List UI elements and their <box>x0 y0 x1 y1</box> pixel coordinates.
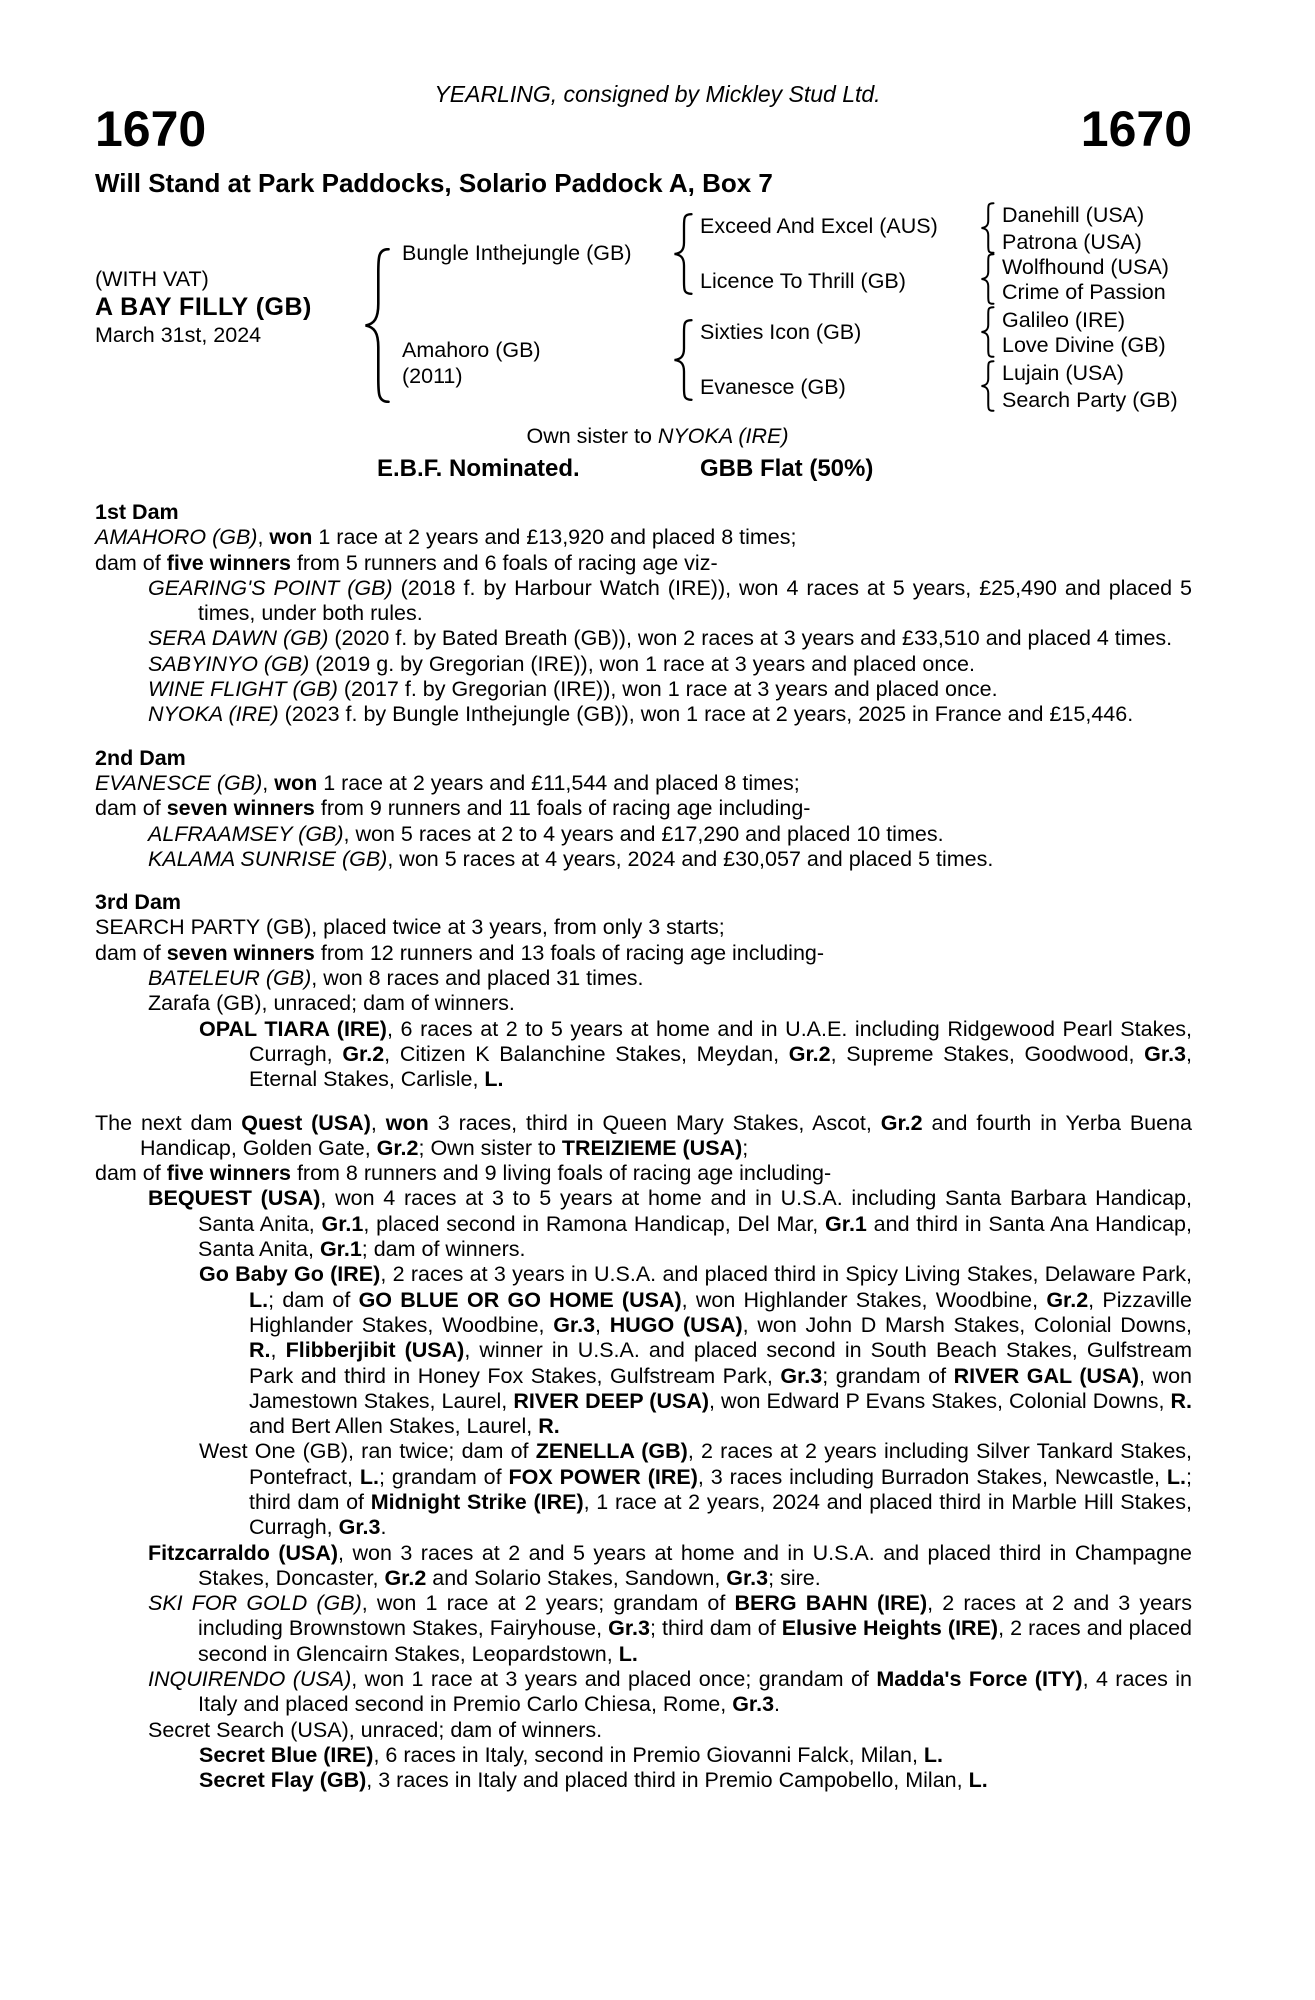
pedigree-paragraph: WINE FLIGHT (GB) (2017 f. by Gregorian (IRE)), won 1 race at 3 years and placed once. <box>148 677 998 702</box>
great-grandparent-brace-2 <box>980 253 995 305</box>
tree-grandsire-maternal: Sixties Icon (GB) <box>700 320 862 344</box>
pedigree-paragraph: dam of seven winners from 9 runners and 11 foals of racing age including- <box>95 796 811 821</box>
tree-dam <box>402 337 541 389</box>
dam-section-heading: 1st Dam <box>95 500 179 524</box>
pedigree-paragraph: SABYINYO (GB) (2019 g. by Gregorian (IRE)), won 1 race at 3 years and placed once. <box>148 651 975 676</box>
own-sister-name: NYOKA (IRE) <box>657 424 789 448</box>
tree-great-grandparent-5: Galileo (IRE) <box>1002 308 1126 332</box>
pedigree-paragraph: dam of five winners from 5 runners and 6 foals of racing age viz- <box>95 550 718 575</box>
pedigree-paragraph: NYOKA (IRE) (2023 f. by Bungle Inthejungle (GB)), won 1 race at 2 years, 2025 in France and £15,446. <box>148 702 1134 727</box>
pedigree-paragraph: Secret Search (USA), unraced; dam of winners. <box>148 1717 603 1742</box>
subject-name: A BAY FILLY (GB) <box>95 293 312 321</box>
tree-great-grandparent-8: Search Party (GB) <box>1002 388 1178 412</box>
tree-great-grandparent-3: Wolfhound (USA) <box>1002 255 1169 279</box>
tree-great-grandparent-6: Love Divine (GB) <box>1002 333 1166 357</box>
pedigree-paragraph: Go Baby Go (IRE), 2 races at 3 years in U.S.A. and placed third in Spicy Living Stakes, Delaware Park, L.; dam of GO BLUE OR GO HOME (USA), won Highlander Stakes, Woodbine, Gr.2, Pizzaville Highlander Stakes, Woodbine, Gr.3, HUGO (USA), won John D Marsh Stakes, Colonial Downs, R., Flibberjibit (USA), winner in U.S.A. and placed second in South Beach Stakes, Gulfstream Park and third in Honey Fox Stakes, Gulfstream Park, Gr.3; grandam of RIVER GAL (USA), won Jamestown Stakes, Laurel, RIVER DEEP (USA), won Edward P Evans Stakes, Colonial Downs, R. and Bert Allen Stakes, Laurel, R. <box>199 1262 1193 1439</box>
pedigree-paragraph: BEQUEST (USA), won 4 races at 3 to 5 years at home and in U.S.A. including Santa Barbara Handicap, Santa Anita, Gr.1, placed second in Ramona Handicap, Del Mar, Gr.1 and third in Santa Ana Handicap, Santa Anita, Gr.1; dam of winners. <box>148 1186 1192 1262</box>
pedigree-paragraph: West One (GB), ran twice; dam of ZENELLA (GB), 2 races at 2 years including Silver Tankard Stakes, Pontefract, L.; grandam of FOX POWER (IRE), 3 races including Burradon Stakes, Newcastle, L.; third dam of Midnight Strike (IRE), 1 race at 2 years, 2024 and placed third in Marble Hill Stakes, Curragh, Gr.3. <box>199 1439 1193 1540</box>
pedigree-paragraph: BATELEUR (GB), won 8 races and placed 31 times. <box>148 966 644 991</box>
pedigree-paragraph: AMAHORO (GB), won 1 race at 2 years and £13,920 and placed 8 times; <box>95 525 797 550</box>
tree-sire: Bungle Inthejungle (GB) <box>402 241 632 265</box>
pedigree-paragraph: EVANESCE (GB), won 1 race at 2 years and £11,544 and placed 8 times; <box>95 770 800 795</box>
tree-great-grandparent-1: Danehill (USA) <box>1002 203 1145 227</box>
pedigree-paragraph: OPAL TIARA (IRE), 6 races at 2 to 5 years at home and in U.A.E. including Ridgewood Pearl Stakes, Curragh, Gr.2, Citizen K Balanchine Stakes, Meydan, Gr.2, Supreme Stakes, Goodwood, Gr.3, Eternal Stakes, Carlisle, L. <box>199 1016 1192 1092</box>
lot-number-left: 1670 <box>95 101 207 157</box>
pedigree-paragraph: GEARING'S POINT (GB) (2018 f. by Harbour Watch (IRE)), won 4 races at 5 years, £25,490 and placed 5 times, under both rules. <box>148 575 1192 626</box>
great-grandparent-brace-4 <box>980 360 995 412</box>
pedigree-paragraph: SKI FOR GOLD (GB), won 1 race at 2 years; grandam of BERG BAHN (IRE), 2 races at 2 and 3 years including Brownstown Stakes, Fairyhouse, Gr.3; third dam of Elusive Heights (IRE), 2 races and placed second in Glencairn Stakes, Leopardstown, L. <box>148 1591 1192 1666</box>
great-grandparent-brace-1 <box>980 202 995 254</box>
tree-great-grandparent-7: Lujain (USA) <box>1002 361 1124 385</box>
pedigree-paragraph: KALAMA SUNRISE (GB), won 5 races at 4 years, 2024 and £30,057 and placed 5 times. <box>148 846 994 871</box>
vat-note: (WITH VAT) <box>95 267 209 291</box>
pedigree-paragraph: SERA DAWN (GB) (2020 f. by Bated Breath (GB)), won 2 races at 3 years and £33,510 and placed 4 times. <box>148 626 1173 651</box>
pedigree-tree <box>0 200 1315 450</box>
generation1-brace <box>364 248 390 403</box>
pedigree-paragraph: Fitzcarraldo (USA), won 3 races at 2 and 5 years at home and in U.S.A. and placed third in Champagne Stakes, Doncaster, Gr.2 and Solario Stakes, Sandown, Gr.3; sire. <box>148 1540 1192 1590</box>
sire-brace <box>673 213 693 295</box>
gbb-flat-badge: GBB Flat (50%) <box>700 455 874 482</box>
tree-granddam-maternal: Evanesce (GB) <box>700 375 846 399</box>
lot-number-right: 1670 <box>1080 101 1192 157</box>
tree-dam-year: (2011) <box>402 364 463 388</box>
tree-grandsire-paternal: Exceed And Excel (AUS) <box>700 214 938 238</box>
pedigree-text <box>95 500 1192 1794</box>
pedigree-paragraph: INQUIRENDO (USA), won 1 race at 3 years and placed once; grandam of Madda's Force (ITY), 4 races in Italy and placed second in Premio Carlo Chiesa, Rome, Gr.3. <box>148 1667 1193 1717</box>
own-sister-line <box>0 424 1315 449</box>
pedigree-paragraph: dam of five winners from 8 runners and 9 living foals of racing age including- <box>95 1161 832 1186</box>
dam-brace <box>673 319 693 401</box>
pedigree-paragraph: dam of seven winners from 12 runners and 13 foals of racing age including- <box>95 940 825 965</box>
nomination-line <box>0 456 1315 482</box>
tree-granddam-paternal: Licence To Thrill (GB) <box>700 269 906 293</box>
pedigree-paragraph: The next dam Quest (USA), won 3 races, third in Queen Mary Stakes, Ascot, Gr.2 and fourth in Yerba Buena Handicap, Golden Gate, Gr.2; Own sister to TREIZIEME (USA); <box>95 1110 1192 1160</box>
tree-great-grandparent-4: Crime of Passion <box>1002 280 1166 304</box>
tree-dam-name: Amahoro (GB) <box>402 338 541 362</box>
dam-section-heading: 3rd Dam <box>95 890 182 915</box>
stand-location-line: Will Stand at Park Paddocks, Solario Paddock A, Box 7 <box>95 168 773 198</box>
ebf-nominated-badge: E.B.F. Nominated. <box>377 455 580 482</box>
consignor-line: YEARLING, consigned by Mickley Stud Ltd. <box>434 81 881 107</box>
pedigree-paragraph: Secret Flay (GB), 3 races in Italy and placed third in Premio Campobello, Milan, L. <box>199 1768 988 1793</box>
tree-great-grandparent-2: Patrona (USA) <box>1002 230 1142 254</box>
great-grandparent-brace-3 <box>980 306 995 358</box>
foaling-date: March 31st, 2024 <box>95 323 262 347</box>
subject-block <box>95 266 312 348</box>
pedigree-paragraph: ALFRAAMSEY (GB), won 5 races at 2 to 4 years and £17,290 and placed 10 times. <box>148 821 944 846</box>
dam-section-heading: 2nd Dam <box>95 745 186 770</box>
pedigree-paragraph: Secret Blue (IRE), 6 races in Italy, second in Premio Giovanni Falck, Milan, L. <box>199 1742 944 1767</box>
own-sister-prefix: Own sister to <box>526 424 658 448</box>
pedigree-paragraph: Zarafa (GB), unraced; dam of winners. <box>148 991 515 1016</box>
pedigree-paragraph: SEARCH PARTY (GB), placed twice at 3 years, from only 3 starts; <box>95 915 725 940</box>
